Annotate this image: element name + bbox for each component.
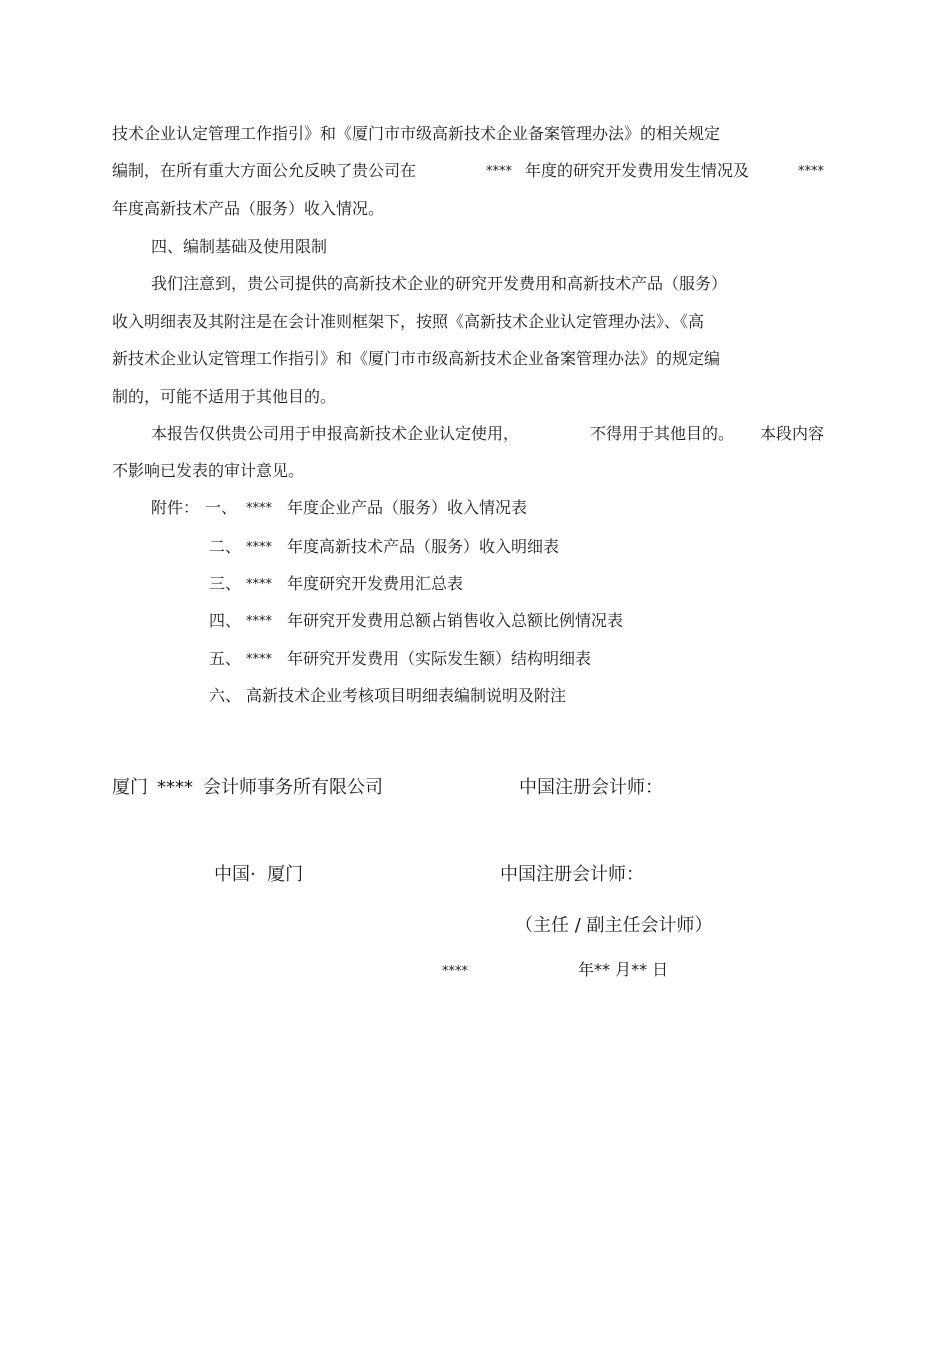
attachments-label: 附件： bbox=[151, 498, 200, 517]
attachment-text: 年度高新技术产品（服务）收入明细表 bbox=[287, 537, 560, 556]
para1-line-3: 新技术企业认定管理工作指引》和《厦门市市级高新技术企业备案管理办法》的规定编 bbox=[112, 349, 721, 368]
date-month-day: 年** 月** 日 bbox=[578, 960, 669, 979]
para2-line-1c: 本段内容 bbox=[760, 424, 825, 443]
cpa-signature-label-1: 中国注册会计师： bbox=[519, 777, 663, 798]
para1-line-1: 我们注意到，贵公司提供的高新技术企业的研究开发费用和高新技术产品（服务） bbox=[151, 274, 728, 293]
firm-name-prefix: 厦门 bbox=[112, 777, 148, 798]
para1-line-2: 收入明细表及其附注是在会计准则框架下，按照《高新技术企业认定管理办法》、《高 bbox=[112, 312, 705, 331]
attachment-num: 三、 bbox=[209, 574, 242, 593]
attachment-stars: **** bbox=[246, 614, 272, 629]
intro-line-1: 技术企业认定管理工作指引》和《厦门市市级高新技术企业备案管理办法》的相关规定 bbox=[112, 124, 721, 143]
firm-name-stars: **** bbox=[157, 777, 193, 798]
attachment-num: 二、 bbox=[209, 537, 242, 556]
attachment-num: 一、 bbox=[205, 498, 238, 517]
cpa-signature-label-2: 中国注册会计师： bbox=[500, 864, 644, 885]
attachment-num: 六、 bbox=[209, 686, 242, 705]
intro-line-2b: 年度的研究开发费用发生情况及 bbox=[525, 161, 750, 180]
attachment-text: 年研究开发费用总额占销售收入总额比例情况表 bbox=[287, 611, 624, 630]
attachment-stars: **** bbox=[246, 540, 272, 555]
intro-line-3: 年度高新技术产品（服务）收入情况。 bbox=[112, 199, 385, 218]
attachment-text: 年研究开发费用（实际发生额）结构明细表 bbox=[287, 649, 592, 668]
intro-line-2a: 编制，在所有重大方面公允反映了贵公司在 bbox=[112, 161, 417, 180]
para2-line-2: 不影响已发表的审计意见。 bbox=[112, 461, 305, 480]
attachment-num: 五、 bbox=[209, 649, 242, 668]
attachment-text: 高新技术企业考核项目明细表编制说明及附注 bbox=[246, 686, 567, 705]
date-year: **** bbox=[442, 964, 468, 979]
attachment-stars: **** bbox=[246, 501, 272, 516]
attachment-stars: **** bbox=[246, 652, 272, 667]
firm-name-suffix: 会计师事务所有限公司 bbox=[203, 777, 383, 798]
location: 中国· 厦门 bbox=[214, 864, 304, 885]
intro-year-1: **** bbox=[486, 164, 512, 179]
para2-line-1a: 本报告仅供贵公司用于申报高新技术企业认定使用， bbox=[151, 424, 520, 443]
attachment-stars: **** bbox=[246, 577, 272, 592]
para2-line-1b: 不得用于其他目的。 bbox=[590, 424, 735, 443]
attachment-text: 年度企业产品（服务）收入情况表 bbox=[287, 498, 528, 517]
intro-year-2: **** bbox=[798, 164, 824, 179]
attachment-num: 四、 bbox=[209, 611, 242, 630]
para1-line-4: 制的，可能不适用于其他目的。 bbox=[112, 387, 337, 406]
attachment-text: 年度研究开发费用汇总表 bbox=[287, 574, 464, 593]
cpa-title: （主任 / 副主任会计师） bbox=[515, 915, 713, 936]
section-heading: 四、编制基础及使用限制 bbox=[151, 237, 328, 256]
